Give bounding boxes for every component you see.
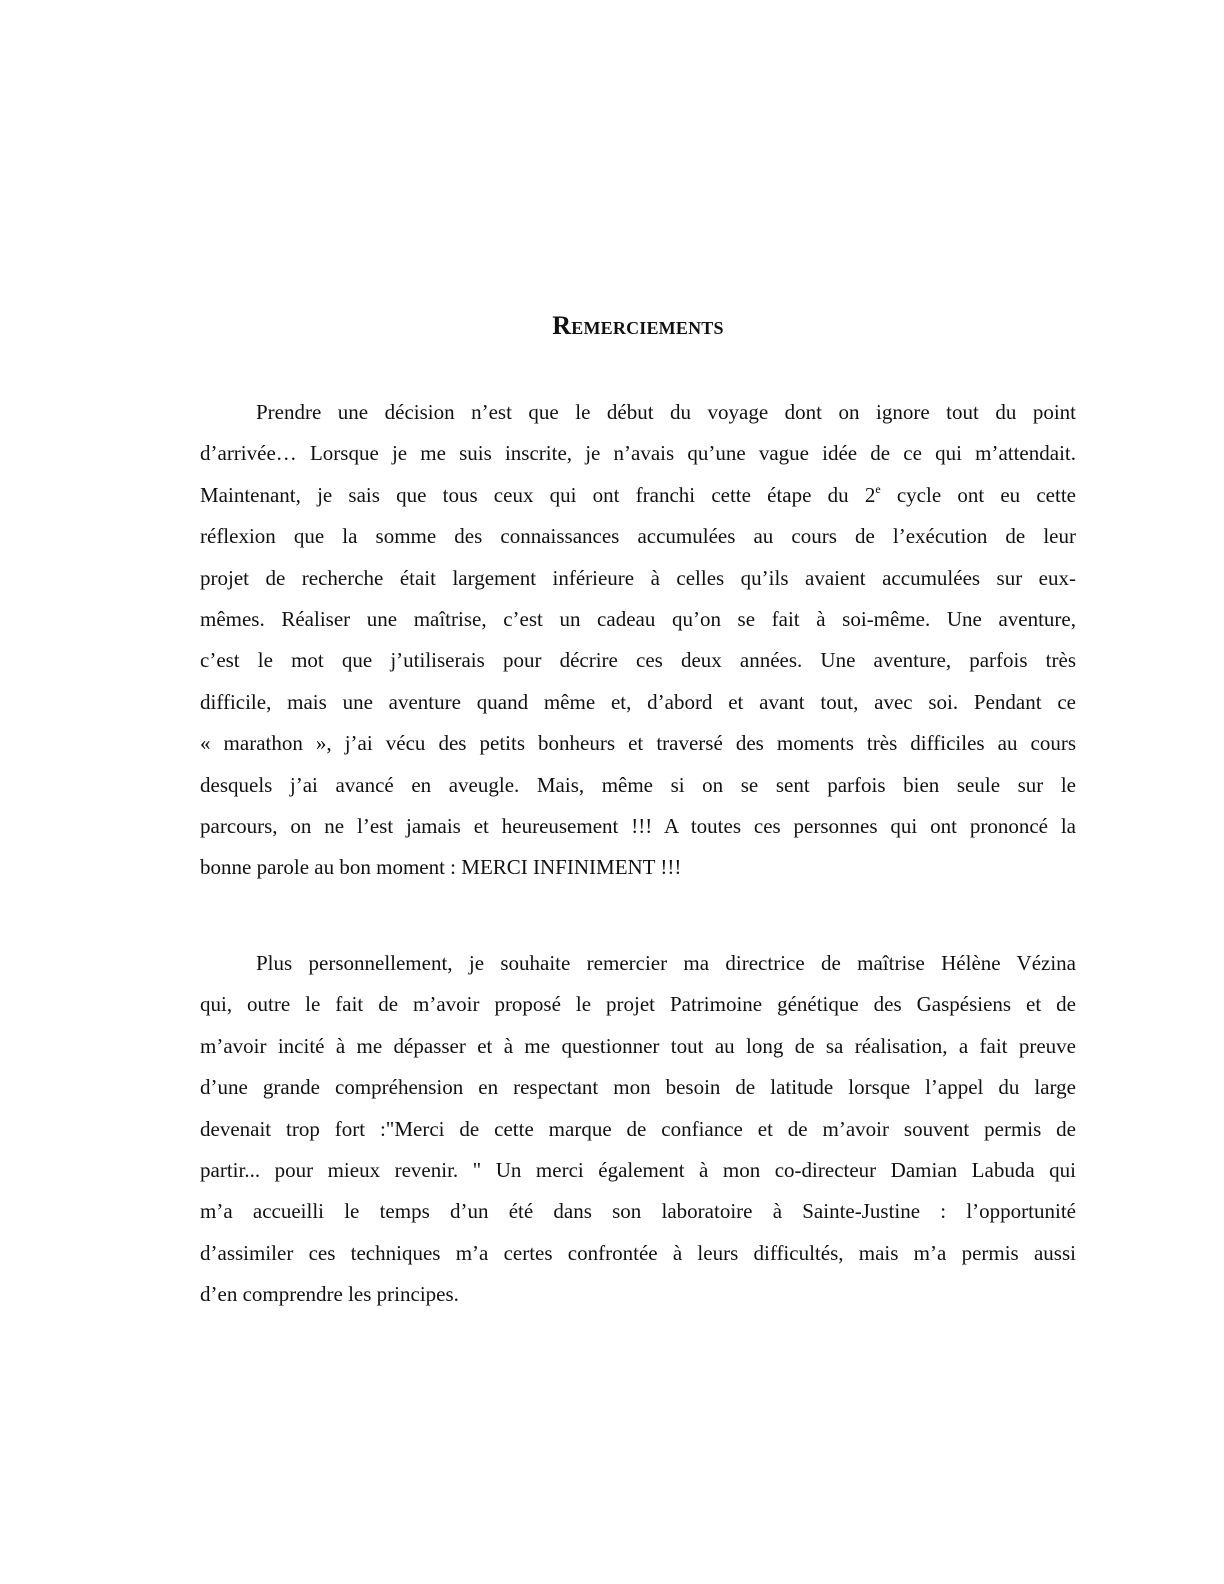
text-line: d’une grande compréhension en respectant mon besoin de latitude lorsque l’appel du large [200,1075,1076,1100]
text-line: d’arrivée… Lorsque je me suis inscrite, je n’avais qu’une vague idée de ce qui m’attendait. [200,441,1076,466]
text-line: devenait trop fort :"Merci de cette marque de confiance et de m’avoir souvent permis de [200,1116,1076,1141]
text-line: d’en comprendre les principes. [200,1282,459,1307]
text-line: projet de recherche était largement inférieure à celles qu’ils avaient accumulées sur eux- [200,565,1076,590]
text-line-with-superscript [200,475,1076,516]
text-line: m’a accueilli le temps d’un été dans son laboratoire à Sainte-Justine : l’opportunité [200,1199,1076,1224]
text-line: mêmes. Réaliser une maîtrise, c’est un cadeau qu’on se fait à soi-même. Une aventure, [200,607,1076,632]
text-segment: cycle ont eu cette [880,482,1076,507]
text-line: d’assimiler ces techniques m’a certes confrontée à leurs difficultés, mais m’a permis aussi [200,1240,1076,1265]
text-line: desquels j’ai avancé en aveugle. Mais, même si on se sent parfois bien seule sur le [200,772,1076,797]
text-line: réflexion que la somme des connaissances accumulées au cours de l’exécution de leur [200,524,1076,549]
text-line: partir... pour mieux revenir. " Un merci également à mon co-directeur Damian Labuda qui [200,1158,1076,1183]
text-line: c’est le mot que j’utiliserais pour décrire ces deux années. Une aventure, parfois très [200,648,1076,673]
text-line: qui, outre le fait de m’avoir proposé le projet Patrimoine génétique des Gaspésiens et de [200,992,1076,1017]
text-line: m’avoir incité à me dépasser et à me questionner tout au long de sa réalisation, a fait preuve [200,1033,1076,1058]
paragraph-thanks-directors [200,943,1076,1316]
text-line: Prendre une décision n’est que le début du voyage dont on ignore tout du point [256,400,1076,424]
paragraph-intro [200,392,1076,889]
text-line: bonne parole au bon moment : MERCI INFINIMENT !!! [200,855,682,880]
text-line: Plus personnellement, je souhaite remercier ma directrice de maîtrise Hélène Vézina [256,951,1076,975]
text-segment: Maintenant, je sais que tous ceux qui ont franchi cette étape du 2 [200,482,876,507]
text-line: « marathon », j’ai vécu des petits bonheurs et traversé des moments très difficiles au cours [200,731,1076,756]
page-title: Remerciements [552,311,724,340]
text-line: difficile, mais une aventure quand même et, d’abord et avant tout, avec soi. Pendant ce [200,689,1076,714]
text-line: parcours, on ne l’est jamais et heureusement !!! A toutes ces personnes qui ont prononcé la [200,814,1076,839]
superscript: e [875,481,881,496]
